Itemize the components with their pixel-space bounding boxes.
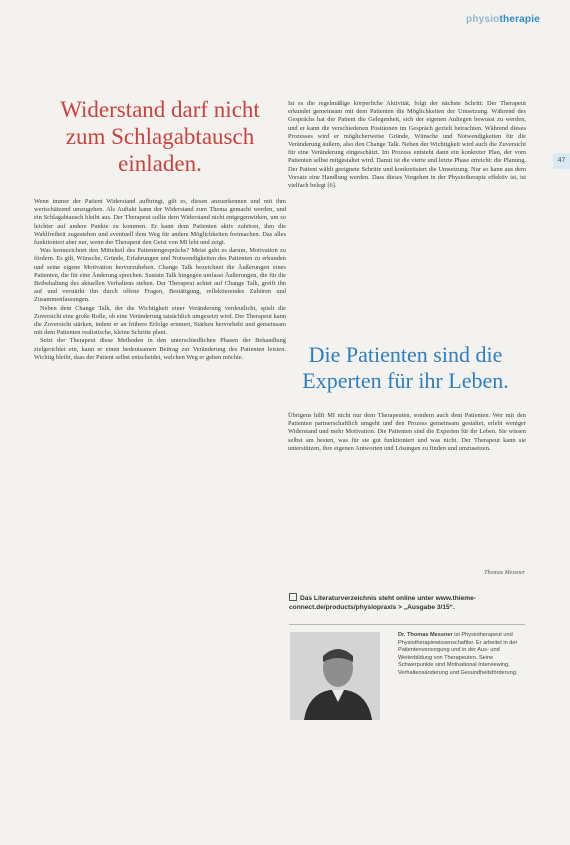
paragraph: Neben dem Change Talk, der die Wichtigkeit einer Veränderung verdeutlicht, spielt die Zuversicht eine große Rolle, ob eine Veränderung tatsächlich umgesetzt wird. Der Therapeut kann die Zuversicht stärken, indem er an frühere Erfolge erinnert, Stärken hervorhebt und gemeinsam mit dem Patienten realistische, kleine Schritte plant.	[34, 304, 286, 337]
literature-note-text: Das Literaturverzeichnis steht online unter www.thieme-connect.de/products/physiopraxis > „Ausgabe 3/15“.	[289, 595, 476, 611]
article-byline: Thomas Messner	[484, 570, 525, 576]
body-column-right-bottom	[288, 412, 526, 572]
body-column-left	[34, 198, 286, 828]
header-brand-part1: physio	[466, 14, 500, 25]
literature-note	[289, 594, 521, 612]
body-column-right-top	[288, 100, 526, 335]
portrait-image-icon	[290, 632, 380, 720]
author-photo	[290, 632, 380, 720]
paragraph: Setzt der Therapeut diese Methoden in den unterschiedlichen Phasen der Behandlung zielgerichtet ein, kann er einen bedeutsamen Beitrag zur Veränderung des Patienten leisten. Wichtig bleibt, dass der Patient selbst entscheidet, welchen Weg er gehen möchte.	[34, 337, 286, 361]
author-bio: ist Physiotherapeut und Physiotherapiewissenschaftler. Er arbeitet in der Patientenversorgung und in der Aus- und Weiterbildung von Therapeuten. Seine Schwerpunkte sind Motivational Interviewing, Verhaltensänderung und Gesundheitsförderung.	[398, 632, 518, 676]
checkbox-square-icon	[289, 593, 297, 601]
paragraph: Ist es die regelmäßige körperliche Aktivität, folgt der nächste Schritt: Der Therapeut erkundet gemeinsam mit dem Patienten die Möglichkeiten der Umsetzung. Während des Gesprächs hat der Patient die Gelegenheit, sich der eigenen Anliegen bewusst zu werden, und er kann die verschiedenen Positionen im Gespräch gezielt betrachten. Während dieses Prozesses wird er möglicherweise Gründe, Wünsche und Notwendigkeiten für die Veränderung äußern, also den Change Talk. Neben der Wichtigkeit wird auch die Zuversicht für eine Veränderung eingeschätzt. Im Prozess entsteht dann ein konkreter Plan, der vom Patienten selbst mitgestaltet wird. Damit ist die vierte und letzte Phase erreicht: die Planung. Der Patient wählt geeignete Schritte und konkretisiert die Umsetzung. Nur so kann aus dem Vorsatz eine Handlung werden. Dass dieses Vorgehen in der Physiotherapie effektiv ist, ist vielfach belegt [6].	[288, 100, 526, 190]
pull-quote-headline-1: Widerstand darf nicht zum Schlagabtausch einladen.	[60, 97, 260, 176]
paragraph: Wenn immer der Patient Widerstand aufbringt, gilt es, diesen anzuerkennen und mit ihm wertschätzend umzugehen. Als Auftakt kann der Widerstand zum Thema gemacht werden, und ein Schlagabtausch bleibt aus. Der Therapeut sollte dem Widerstand nicht entgegenwirken, um so leichter auf andere Punkte zu kommen. Er kann dem Patienten aktiv zuhören, ihm die Wahlfreiheit zugestehen und eventuell dem Weg für andere Möglichkeiten freimachen. Das alles funktioniert aber nur, wenn der Therapeut den Geist von MI lebt und zeigt.	[34, 198, 286, 247]
page-number: 47	[553, 153, 570, 169]
divider	[289, 624, 525, 625]
paragraph: Was kennzeichnet den Mittelteil des Patientengesprächs? Meist geht es darum, Motivation zu fördern. Es gilt, Wünsche, Gründe, Erfahrungen und Notwendigkeiten des Patienten zu erkunden und seine eigene Motivation hervorzuheben. Change Talk bezeichnet die Äußerungen eines Patienten, die für eine Änderung sprechen. Sustain Talk hingegen umfasst Äußerungen, die für die Beibehaltung des aktuellen Verhaltens stehen. Der Therapeut achtet auf Change Talk, greift ihn auf und verstärkt ihn durch offene Fragen, Bestätigung, reflektierendes Zuhören und Zusammenfassungen.	[34, 247, 286, 304]
paragraph: Übrigens hilft MI nicht nur dem Therapeuten, sondern auch dem Patienten. Wer mit den Patienten partnerschaftlich umgeht und den Prozess gemeinsam gestaltet, erlebt weniger Widerstand und mehr Motivation. Die Patienten sind die Experten für ihr Leben. Sie wissen selbst am besten, was für sie gut funktioniert und was nicht. Der Therapeut kann sie unterstützen, ihre eigenen Antworten und Lösungen zu finden und umzusetzen.	[288, 412, 526, 452]
section-header	[466, 14, 540, 25]
pull-quote-headline-2: Die Patienten sind die Experten für ihr Leben.	[302, 342, 509, 393]
author-name: Dr. Thomas Messner	[398, 632, 453, 638]
author-box	[398, 632, 526, 678]
header-brand-part2: therapie	[499, 14, 540, 25]
